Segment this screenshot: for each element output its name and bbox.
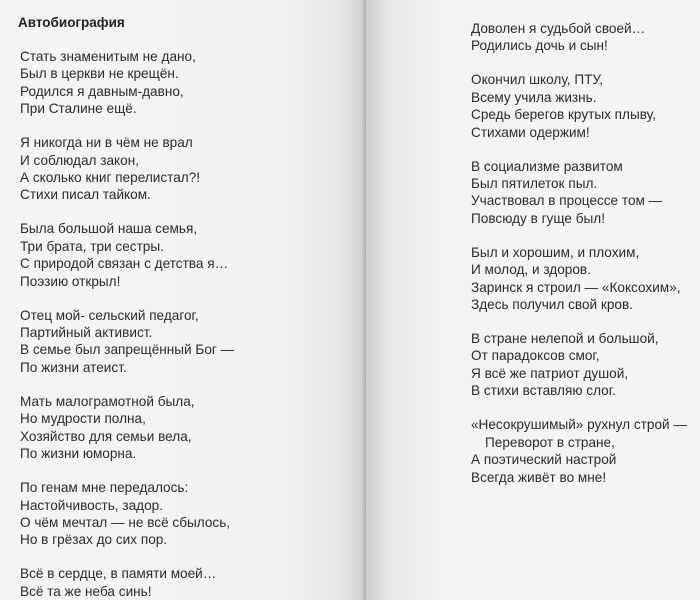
stanza	[20, 565, 234, 600]
poem-line: В стихи вставляю слог.	[471, 383, 616, 399]
right-poem-column	[471, 20, 687, 503]
poem-line: В социализме развитом	[471, 158, 623, 174]
poem-line: Я всё же патриот душой,	[471, 365, 629, 381]
poem-line: Родились дочь и сын!	[471, 38, 608, 54]
poem-line: А сколько книг перелистал?!	[20, 170, 201, 186]
poem-line: А поэтический настрой	[471, 452, 617, 468]
poem-line: Здесь получил свой кров.	[471, 297, 633, 313]
poem-line: «Несокрушимый» рухнул строй —	[471, 417, 687, 433]
poem-line: Но мудрости полна,	[20, 411, 146, 427]
poem-line: Повсюду в гуще был!	[471, 210, 605, 226]
poem-line: Мать малограмотной была,	[20, 393, 195, 409]
poem-line: Переворот в стране,	[485, 434, 615, 450]
stanza	[20, 220, 234, 290]
poem-line: При Сталине ещё.	[20, 101, 137, 117]
stanza	[471, 71, 687, 141]
stanza	[471, 158, 687, 228]
poem-line: Был пятилеток пыл.	[471, 176, 598, 192]
stanza	[20, 479, 234, 549]
poem-line: Окончил школу, ПТУ,	[471, 72, 603, 88]
poem-line: Был в церкви не крещён.	[20, 66, 179, 82]
poem-line: Средь берегов крутых плыву,	[471, 107, 656, 123]
stanza	[471, 20, 687, 55]
poem-line: По генам мне передалось:	[20, 480, 189, 496]
poem-line: И соблюдал закон,	[20, 152, 139, 168]
poem-line: Хозяйство для семьи вела,	[20, 428, 192, 444]
poem-line: Участвовал в процессе том —	[471, 193, 663, 209]
poem-line: Я никогда ни в чём не врал	[20, 135, 193, 151]
right-page	[366, 0, 700, 600]
poem-line: Всему учила жизнь.	[471, 89, 597, 105]
poem-line: От парадоксов смог,	[471, 348, 600, 364]
poem-line: Был и хорошим, и плохим,	[471, 244, 640, 260]
poem-line: В стране нелепой и большой,	[471, 331, 659, 347]
poem-line: Всё та же неба синь!	[20, 583, 152, 599]
poem-line: С природой связан с детства я…	[20, 256, 229, 272]
stanza	[471, 416, 687, 486]
left-poem-column	[20, 48, 234, 600]
poem-line: Всё в сердце, в памяти моей…	[20, 566, 217, 582]
poem-line: Стихами одержим!	[471, 124, 590, 140]
stanza	[20, 48, 234, 118]
poem-line: По жизни атеист.	[20, 359, 127, 375]
poem-title: Автобиография	[18, 15, 125, 30]
poem-line: Стихи писал тайком.	[20, 187, 151, 203]
stanza	[471, 330, 687, 400]
poem-line: По жизни юморна.	[20, 446, 137, 462]
poem-line: Всегда живёт во мне!	[471, 469, 607, 485]
stanza	[20, 307, 234, 377]
poem-line: Доволен я судьбой своей…	[471, 21, 646, 36]
poem-line: Три брата, три сестры.	[20, 238, 164, 254]
poem-line: О чём мечтал — не всё сбылось,	[20, 514, 231, 530]
poem-line: В семье был запрещённый Бог —	[20, 342, 235, 358]
poem-line: Была большой наша семья,	[20, 221, 198, 237]
poem-line: Родился я давным-давно,	[20, 83, 184, 99]
poem-line: Партийный активист.	[20, 325, 153, 341]
poem-line: Заринск я строил — «Коксохим»,	[471, 279, 681, 295]
poem-line: Но в грёзах до сих пор.	[20, 532, 168, 548]
poem-line: Отец мой- сельский педагог,	[20, 307, 199, 323]
poem-line: И молод, и здоров.	[471, 262, 591, 278]
stanza	[20, 393, 234, 463]
poem-line: Стать знаменитым не дано,	[20, 49, 196, 64]
stanza	[20, 134, 234, 204]
poem-line: Настойчивость, задор.	[20, 497, 163, 513]
poem-line: Поэзию открыл!	[20, 273, 121, 289]
stanza	[471, 244, 687, 314]
